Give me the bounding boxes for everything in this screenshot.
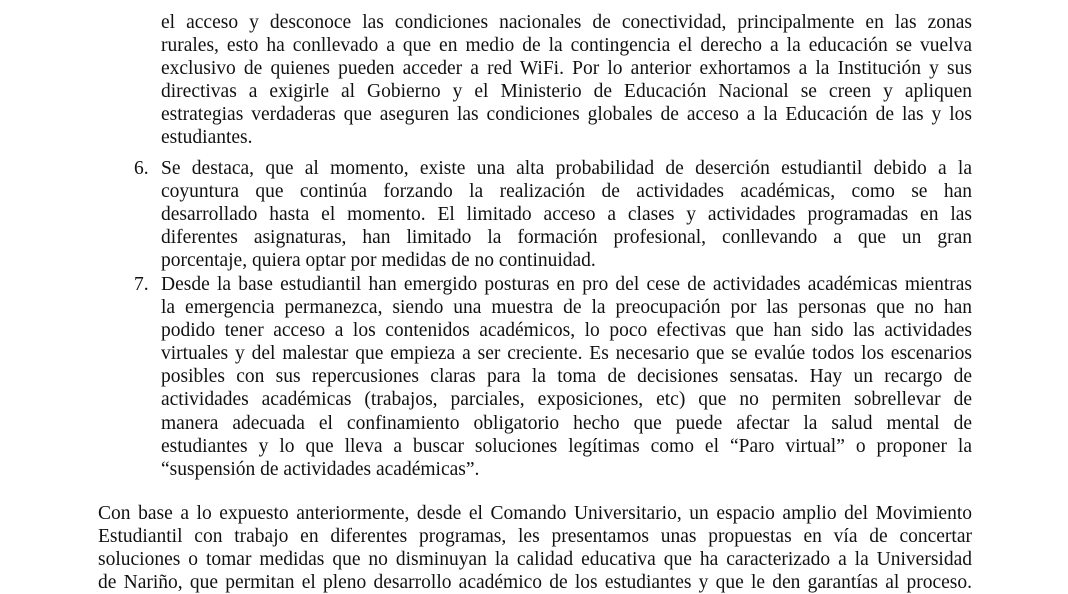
text-line: porcentaje, quiera optar por medidas de no continuidad. <box>161 250 596 272</box>
text-line: exclusivo de quienes pueden acceder a red WiFi. Por lo anterior exhortamos a la Institución y sus <box>161 58 972 80</box>
text-line: estudiantes y lo que lleva a buscar soluciones legítimas como el “Paro virtual” o proponer la <box>161 435 972 457</box>
text-line: desarrollado hasta el momento. El limitado acceso a clases y actividades programadas en las <box>161 204 972 226</box>
text-line: Estudiantil con trabajo en diferentes programas, les presentamos unas propuestas en vía de concertar <box>98 526 972 548</box>
text-line: directivas a exigirle al Gobierno y el Ministerio de Educación Nacional se creen y apliquen <box>161 81 972 103</box>
list-item-text <box>161 157 972 272</box>
text-line: virtuales y del malestar que empieza a ser creciente. Es necesario que se evalúe todos los escenarios <box>161 343 972 365</box>
text-line: Se destaca, que al momento, existe una alta probabilidad de deserción estudiantil debido a la <box>161 158 972 179</box>
text-line: el acceso y desconoce las condiciones nacionales de conectividad, principalmente en las zonas <box>161 12 972 33</box>
list-item-text <box>161 273 972 481</box>
text-line: de Nariño, que permitan el pleno desarrollo académico de los estudiantes y que le den garantías al proceso. <box>98 572 972 594</box>
text-line: estudiantes. <box>161 127 253 149</box>
text-line: coyuntura que continúa forzando la realización de actividades académicas, como se han <box>161 181 972 203</box>
text-line: Con base a lo expuesto anteriormente, desde el Comando Universitario, un espacio amplio del Movimiento <box>98 503 972 524</box>
text-line: la emergencia permanezca, siendo una muestra de la preocupación por las personas que no han <box>161 297 972 319</box>
text-line: estrategias verdaderas que aseguren las condiciones globales de acceso a la Educación de las y los <box>161 104 972 126</box>
text-line: “suspensión de actividades académicas”. <box>161 458 480 480</box>
text-line: soluciones o tomar medidas que no disminuyan la calidad educativa que ha caracterizado a la Universidad <box>98 549 972 571</box>
text-line: actividades académicas (trabajos, parciales, exposiciones, etc) que no permiten sobrellevar de <box>161 389 972 411</box>
item-5-continuation <box>161 11 972 150</box>
text-line: rurales, esto ha conllevado a que en medio de la contingencia el derecho a la educación se vuelva <box>161 35 972 57</box>
closing-paragraph <box>98 502 972 594</box>
text-line: posibles con sus repercusiones claras para la toma de decisiones sensatas. Hay un recargo de <box>161 366 972 388</box>
text-line: diferentes asignaturas, han limitado la formación profesional, conllevando a que un gran <box>161 227 972 249</box>
text-line: manera adecuada el confinamiento obligatorio hecho que puede afectar la salud mental de <box>161 412 972 434</box>
list-number: 6. <box>134 158 149 179</box>
list-number: 7. <box>134 274 149 295</box>
text-line: podido tener acceso a los contenidos académicos, lo poco efectivas que han sido las actividades <box>161 320 972 342</box>
text-line: Desde la base estudiantil han emergido posturas en pro del cese de actividades académicas mientras <box>161 274 972 295</box>
